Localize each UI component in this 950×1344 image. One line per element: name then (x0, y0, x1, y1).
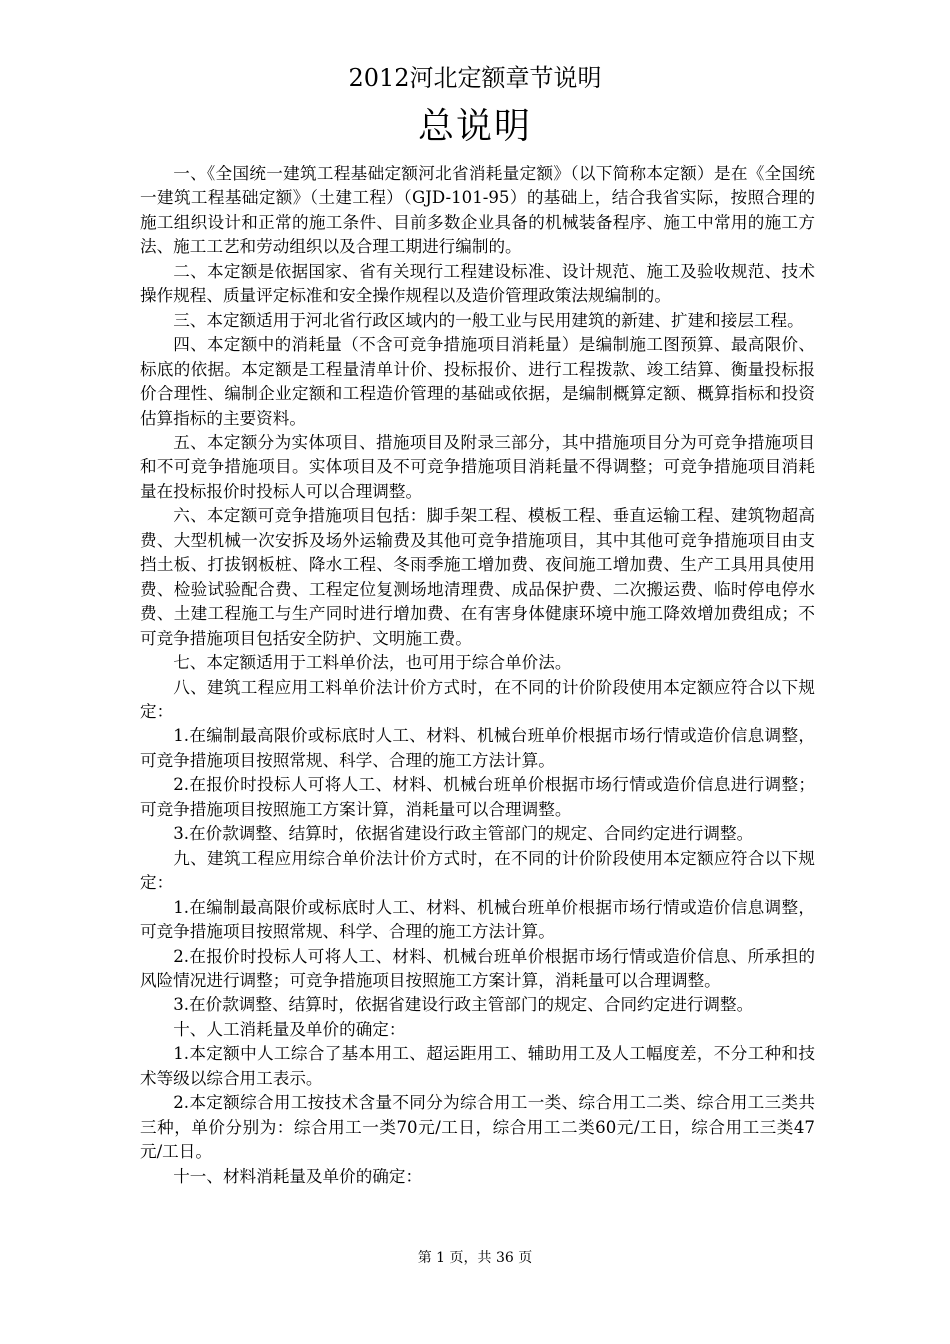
body-paragraph: 四、本定额中的消耗量（不含可竞争措施项目消耗量）是编制施工图预算、最高限价、标底的依据。本定额是工程量清单计价、投标报价、进行工程拨款、竣工结算、衡量投标报价合理性、编制企业定额和工程造价管理的基础或依据，是编制概算定额、概算指标和投资估算指标的主要资料。 (140, 335, 815, 428)
body-paragraph: 3.在价款调整、结算时，依据省建设行政主管部门的规定、合同约定进行调整。 (173, 995, 754, 1015)
document-title: 2012河北定额章节说明 (348, 64, 602, 92)
body-paragraph: 六、本定额可竞争措施项目包括：脚手架工程、模板工程、垂直运输工程、建筑物超高费、大型机械一次安拆及场外运输费及其他可竞争措施项目，其中其他可竞争措施项目由支挡土板、打拔钢板桩、降水工程、冬雨季施工增加费、夜间施工增加费、生产工具用具使用费、检验试验配合费、工程定位复测场地清理费、成品保护费、二次搬运费、临时停电停水费、土建工程施工与生产同时进行增加费、在有害身体健康环境中施工降效增加费组成；不可竞争措施项目包括安全防护、文明施工费。 (140, 506, 815, 648)
body-paragraph: 2.在报价时投标人可将人工、材料、机械台班单价根据市场行情或造价信息进行调整；可竞争措施项目按照施工方案计算，消耗量可以合理调整。 (140, 775, 815, 819)
body-paragraph: 七、本定额适用于工料单价法，也可用于综合单价法。 (173, 653, 572, 673)
body-paragraph: 九、建筑工程应用综合单价法计价方式时，在不同的计价阶段使用本定额应符合以下规定： (140, 848, 815, 893)
section-heading: 总说明 (417, 106, 532, 147)
body-paragraph: 2.本定额综合用工按技术含量不同分为综合用工一类、综合用工二类、综合用工三类共三种，单价分别为：综合用工一类70元/工日，综合用工二类60元/工日，综合用工三类47元/工日。 (140, 1093, 815, 1162)
document-body (140, 162, 815, 1189)
body-paragraph: 五、本定额分为实体项目、措施项目及附录三部分，其中措施项目分为可竞争措施项目和不可竞争措施项目。实体项目及不可竞争措施项目消耗量不得调整；可竞争措施项目消耗量在投标报价时投标人可以合理调整。 (140, 432, 815, 501)
body-paragraph: 十一、材料消耗量及单价的确定： (173, 1166, 423, 1186)
page-footer: 第 1 页，共 36 页 (417, 1250, 533, 1266)
body-paragraph: 二、本定额是依据国家、省有关现行工程建设标准、设计规范、施工及验收规范、技术操作规程、质量评定标准和安全操作规程以及造价管理政策法规编制的。 (140, 261, 815, 306)
body-paragraph: 1.本定额中人工综合了基本用工、超运距用工、辅助用工及人工幅度差，不分工种和技术等级以综合用工表示。 (140, 1044, 815, 1088)
body-paragraph: 八、建筑工程应用工料单价法计价方式时，在不同的计价阶段使用本定额应符合以下规定： (140, 677, 815, 721)
body-paragraph: 1.在编制最高限价或标底时人工、材料、机械台班单价根据市场行情或造价信息调整，可竞争措施项目按照常规、科学、合理的施工方法计算。 (140, 897, 815, 942)
body-paragraph: 一、《全国统一建筑工程基础定额河北省消耗量定额》（以下简称本定额）是在《全国统一建筑工程基础定额》（土建工程）（GJD-101-95）的基础上，结合我省实际，按照合理的施工组织设计和正常的施工条件、目前多数企业具备的机械装备程序、施工中常用的施工方法、施工工艺和劳动组织以及合理工期进行编制的。 (140, 164, 815, 257)
body-paragraph: 3.在价款调整、结算时，依据省建设行政主管部门的规定、合同约定进行调整。 (173, 824, 754, 844)
body-paragraph: 十、人工消耗量及单价的确定： (173, 1019, 406, 1039)
body-paragraph: 三、本定额适用于河北省行政区域内的一般工业与民用建筑的新建、扩建和接层工程。 (173, 310, 804, 330)
body-paragraph: 2.在报价时投标人可将人工、材料、机械台班单价根据市场行情或造价信息、所承担的风险情况进行调整；可竞争措施项目按照施工方案计算，消耗量可以合理调整。 (140, 946, 815, 990)
body-paragraph: 1.在编制最高限价或标底时人工、材料、机械台班单价根据市场行情或造价信息调整，可竞争措施项目按照常规、科学、合理的施工方法计算。 (140, 726, 815, 770)
